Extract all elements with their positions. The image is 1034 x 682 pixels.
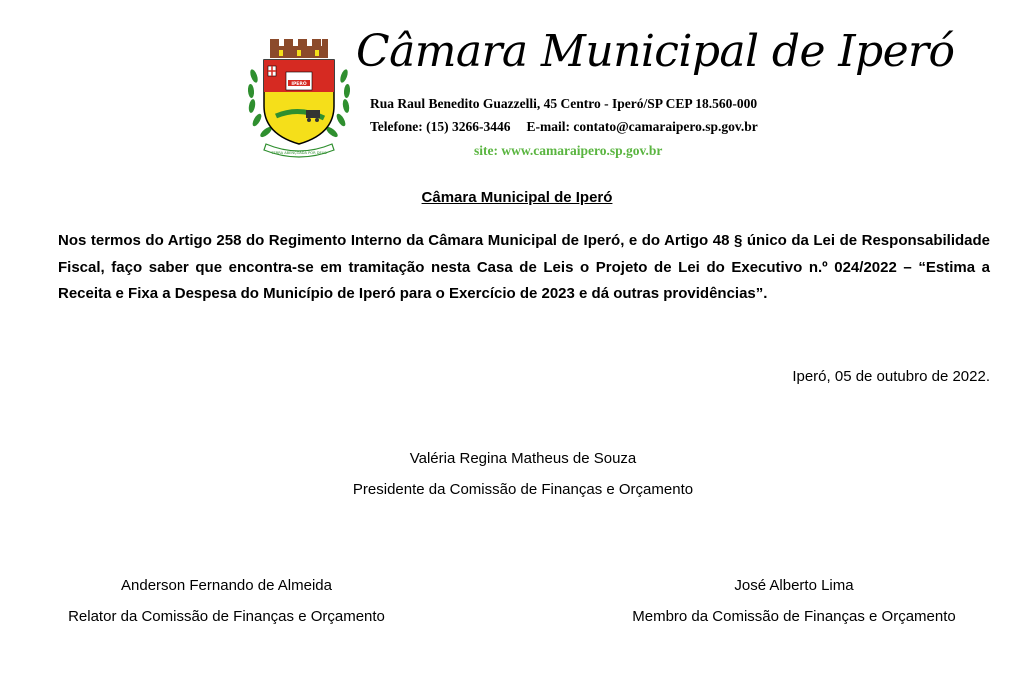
crest-banner-text: IPERÓ <box>291 82 307 87</box>
document-body: Nos termos do Artigo 258 do Regimento Interno da Câmara Municipal de Iperó, e do Artigo 48 § único da Lei de Responsabilidade Fiscal, faço saber que encontra-se em tramitação nesta Casa de Leis o Projeto de Lei do Executivo n.º 024/2022 – “Estima a Receita e Fixa a Despesa do Município de Iperó para o Exercício de 2023 e dá outras providências”. <box>58 232 990 302</box>
municipal-crest-icon <box>246 36 352 160</box>
signer-role: Membro da Comissão de Finanças e Orçamento <box>632 608 956 625</box>
signer-name: José Alberto Lima <box>734 577 854 594</box>
contact-line <box>370 120 758 134</box>
organization-name: Câmara Municipal de Iperó <box>356 26 955 77</box>
address-line: Rua Raul Benedito Guazzelli, 45 Centro - Iperó/SP CEP 18.560-000 <box>370 96 758 111</box>
document-title: Câmara Municipal de Iperó <box>421 189 613 206</box>
signer-name: Anderson Fernando de Almeida <box>121 577 332 594</box>
phone-text: Telefone: (15) 3266-3446 <box>370 119 511 134</box>
signer-role: Relator da Comissão de Finanças e Orçamento <box>68 608 385 625</box>
crest-scroll-text: TERRA ABENÇOADA POR DEUS <box>271 151 327 155</box>
signature-member <box>622 578 966 624</box>
signer-name: Valéria Regina Matheus de Souza <box>409 450 637 467</box>
email-text: E-mail: contato@camaraipero.sp.gov.br <box>526 119 758 134</box>
signature-president <box>0 451 1034 497</box>
mural-crown <box>270 39 328 58</box>
signature-rapporteur <box>58 578 395 624</box>
signer-role: Presidente da Comissão de Finanças e Orçamento <box>352 481 694 498</box>
date-line: Iperó, 05 de outubro de 2022. <box>792 368 990 385</box>
site-link[interactable]: site: www.camaraipero.sp.gov.br <box>474 143 663 158</box>
